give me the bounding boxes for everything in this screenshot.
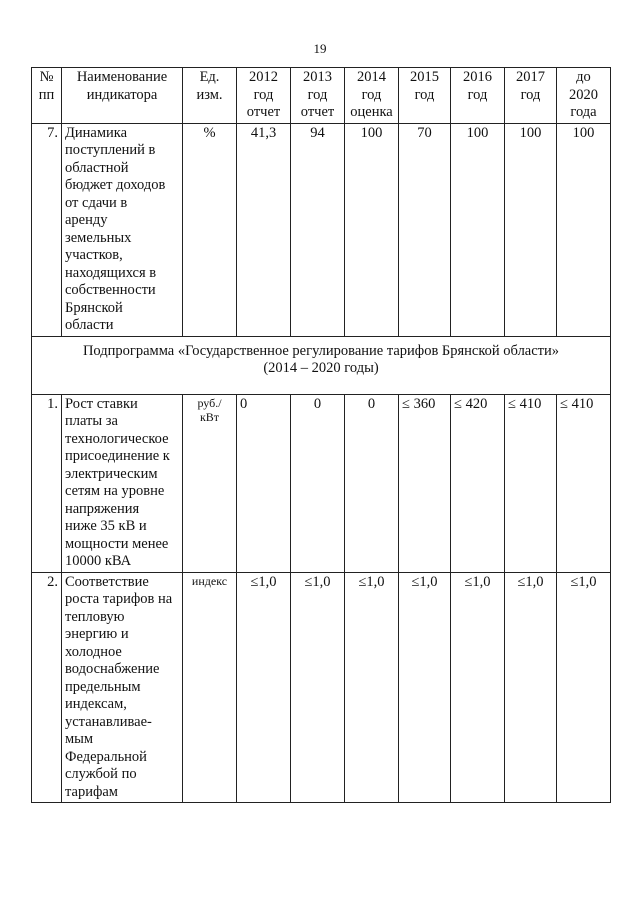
table-row <box>32 123 611 336</box>
header-2014: 2014 год оценка <box>345 68 399 124</box>
indicator-name: Рост ставки платы за технологическое присоединение к электрическим сетям на уровне напряжения ниже 35 кВ и мощности менее 10000 кВА <box>62 394 183 572</box>
value-2020: ≤ 410 <box>557 394 611 572</box>
header-row <box>32 68 611 124</box>
value-2015: ≤1,0 <box>399 572 451 803</box>
row-number: 2. <box>32 572 62 803</box>
value-2012: ≤1,0 <box>237 572 291 803</box>
value-2016: ≤1,0 <box>451 572 505 803</box>
value-2012: 0 <box>237 394 291 572</box>
header-num: № пп <box>32 68 62 124</box>
unit-cell: руб./ кВт <box>183 394 237 572</box>
page-number: 19 <box>313 41 327 56</box>
section-row <box>32 336 611 394</box>
subprogram-title: Подпрограмма «Государственное регулирование тарифов Брянской области» (2014 – 2020 годы) <box>32 336 611 394</box>
value-2020: ≤1,0 <box>557 572 611 803</box>
header-2015: 2015 год <box>399 68 451 124</box>
unit-cell: % <box>183 123 237 336</box>
header-name: Наименование индикатора <box>62 68 183 124</box>
header-unit: Ед. изм. <box>183 68 237 124</box>
value-2020: 100 <box>557 123 611 336</box>
table-row <box>32 394 611 572</box>
value-2017: 100 <box>505 123 557 336</box>
value-2016: ≤ 420 <box>451 394 505 572</box>
indicators-table <box>31 67 611 803</box>
value-2017: ≤1,0 <box>505 572 557 803</box>
header-2016: 2016 год <box>451 68 505 124</box>
row-number: 7. <box>32 123 62 336</box>
value-2013: 0 <box>291 394 345 572</box>
value-2017: ≤ 410 <box>505 394 557 572</box>
indicator-name: Соответствие роста тарифов на тепловую энергию и холодное водоснабжение предельным индексам, устанавливае- мым Федеральной службой по тарифам <box>62 572 183 803</box>
value-2014: ≤1,0 <box>345 572 399 803</box>
value-2015: ≤ 360 <box>399 394 451 572</box>
header-2020: до 2020 года <box>557 68 611 124</box>
header-2017: 2017 год <box>505 68 557 124</box>
header-2012: 2012 год отчет <box>237 68 291 124</box>
value-2012: 41,3 <box>237 123 291 336</box>
value-2013: 94 <box>291 123 345 336</box>
indicator-name: Динамика поступлений в областной бюджет доходов от сдачи в аренду земельных участков, находящихся в собственности Брянской области <box>62 123 183 336</box>
value-2015: 70 <box>399 123 451 336</box>
table-row <box>32 572 611 803</box>
value-2016: 100 <box>451 123 505 336</box>
value-2014: 0 <box>345 394 399 572</box>
value-2013: ≤1,0 <box>291 572 345 803</box>
unit-cell: индекс <box>183 572 237 803</box>
row-number: 1. <box>32 394 62 572</box>
header-2013: 2013 год отчет <box>291 68 345 124</box>
value-2014: 100 <box>345 123 399 336</box>
